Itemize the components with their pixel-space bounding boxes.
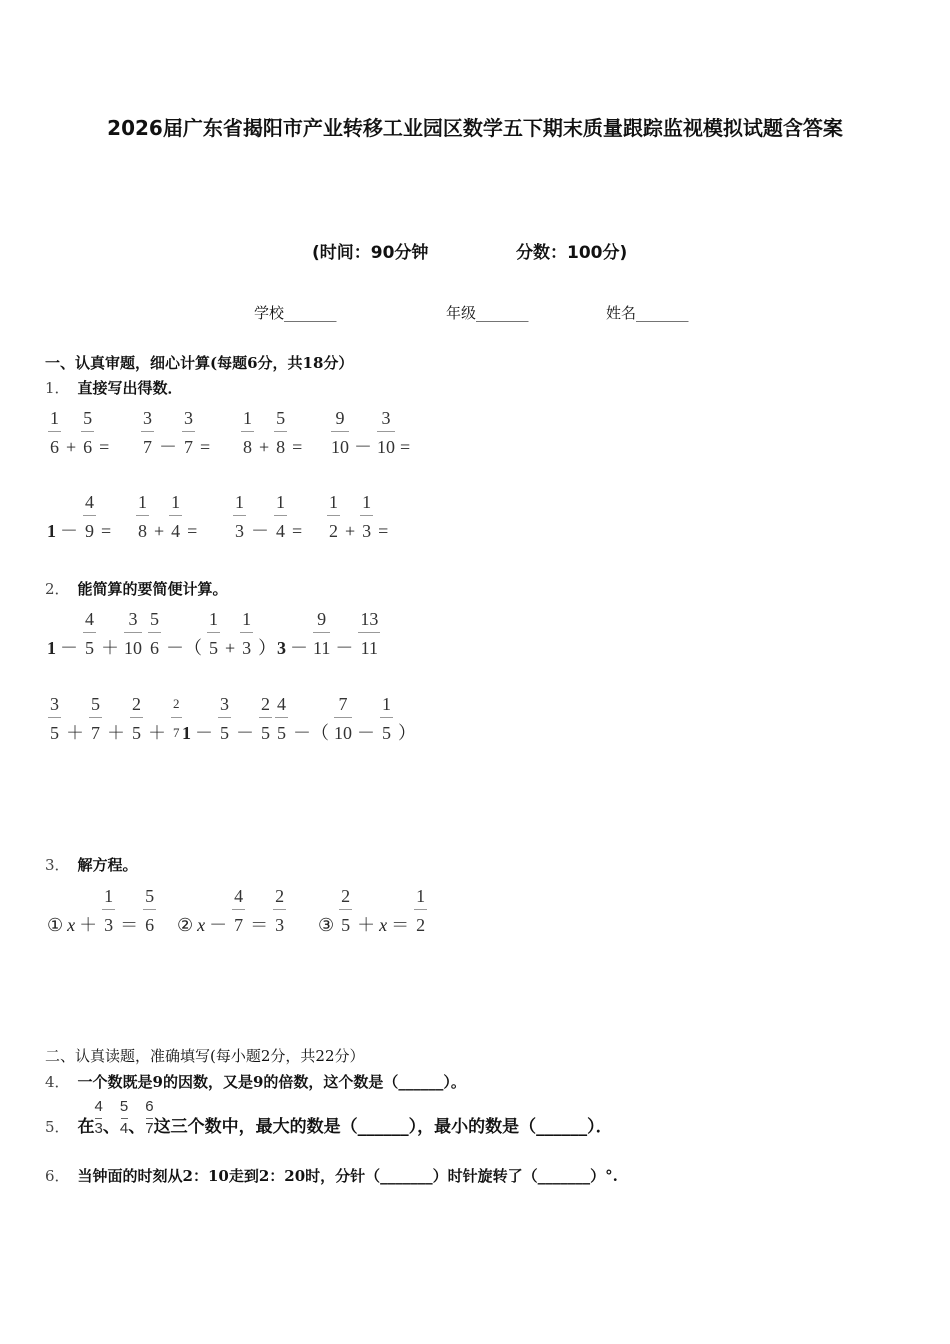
denominator: 4	[171, 521, 181, 541]
denominator: 11	[313, 638, 331, 658]
fraction	[83, 609, 96, 658]
time-label: (时间：90分钟	[312, 243, 429, 263]
variable: x	[379, 915, 388, 935]
operator: ＋	[66, 723, 84, 743]
denominator: 5	[341, 915, 351, 935]
separator: 、	[102, 1117, 120, 1137]
denominator: 5	[382, 723, 391, 743]
operator: ＋	[357, 915, 376, 935]
question-number: 2．	[45, 580, 70, 598]
section-1-heading: 一、认真审题，细心计算(每题6分，共18分）	[45, 354, 354, 372]
numerator: 1	[362, 492, 372, 512]
denominator: 10	[377, 437, 395, 457]
denominator: 5	[209, 638, 218, 658]
fraction-bar	[334, 717, 352, 718]
numerator: 1	[329, 492, 338, 512]
denominator: 6	[150, 638, 159, 658]
fraction-bar	[240, 632, 253, 633]
operator: －	[60, 638, 78, 658]
fraction-bar	[89, 717, 102, 718]
numerator: 3	[220, 694, 229, 714]
fraction-bar	[313, 632, 330, 633]
math-expression	[145, 609, 278, 658]
denominator: 10	[331, 437, 349, 457]
denominator: 8	[243, 437, 252, 457]
fraction-bar	[233, 515, 246, 516]
question-4	[45, 1071, 466, 1092]
question-3	[45, 854, 138, 875]
numerator: 2	[173, 696, 180, 711]
grade-field: 年级_______	[446, 304, 529, 322]
operator: =	[101, 521, 112, 541]
math-expression	[272, 694, 418, 743]
fraction-bar	[218, 717, 231, 718]
fraction	[414, 886, 427, 935]
operator: +	[345, 521, 356, 541]
fraction-bar	[83, 515, 96, 516]
numerator: 2	[261, 694, 270, 714]
math-expression	[45, 408, 111, 457]
fraction-bar	[169, 515, 182, 516]
operator: ＝	[250, 915, 269, 935]
fraction-bar	[232, 909, 245, 910]
numerator: 9	[335, 408, 345, 428]
numerator: 4	[85, 492, 94, 512]
fraction-bar	[130, 717, 143, 718]
fraction	[358, 609, 380, 658]
fraction-bar	[81, 431, 94, 432]
fraction	[327, 492, 340, 541]
denominator: 7	[91, 723, 100, 743]
question-text: 这三个数中，最大的数是（______），最小的数是（______）．	[153, 1117, 613, 1137]
fraction	[130, 694, 143, 743]
denominator: 5	[220, 723, 229, 743]
numerator: 1	[382, 694, 391, 714]
fraction-bar	[339, 909, 352, 910]
operator: +	[154, 521, 165, 541]
name-field: 姓名_______	[606, 304, 689, 322]
operator: －	[60, 521, 78, 541]
denominator: 6	[50, 437, 59, 457]
variable: x	[67, 915, 76, 935]
fraction-bar	[102, 909, 115, 910]
fraction-bar	[136, 515, 149, 516]
denominator: 8	[276, 437, 286, 457]
numerator: 4	[85, 609, 94, 629]
math-expression	[180, 694, 275, 743]
numerator: 3	[50, 694, 59, 714]
denominator: 3	[275, 915, 285, 935]
denominator: 5	[85, 638, 94, 658]
operator: ③	[318, 915, 335, 935]
fraction	[380, 694, 393, 743]
integer: 1	[47, 521, 56, 541]
denominator: 7	[173, 725, 180, 740]
fraction	[81, 408, 94, 457]
operator: －	[290, 638, 308, 658]
numerator: 2	[275, 886, 285, 906]
fraction-bar	[259, 717, 272, 718]
operator: =	[292, 437, 303, 457]
equation	[316, 886, 430, 935]
operator: ＋	[101, 638, 119, 658]
math-expression	[230, 492, 304, 541]
fraction	[233, 492, 246, 541]
fraction-bar	[182, 431, 195, 432]
numerator: 2	[341, 886, 351, 906]
numerator: 5	[83, 408, 93, 428]
question-1	[45, 377, 183, 398]
fraction-bar	[124, 632, 142, 633]
fraction	[143, 886, 156, 935]
math-expression	[45, 492, 113, 541]
fraction-bar	[83, 632, 96, 633]
fraction-bar	[141, 431, 154, 432]
fraction: 6 7	[145, 1098, 154, 1137]
operator: －	[354, 437, 372, 457]
numerator: 3	[128, 609, 138, 629]
math-expression	[275, 609, 383, 658]
fraction	[241, 408, 254, 457]
math-expression	[138, 408, 212, 457]
numerator: 2	[132, 694, 141, 714]
denominator: 3	[235, 521, 244, 541]
denominator: 5	[277, 723, 286, 743]
denominator: 10	[334, 723, 352, 743]
question-2	[45, 578, 228, 599]
fraction: 4 3	[94, 1098, 103, 1137]
equation	[45, 886, 159, 935]
operator: ）	[398, 723, 416, 743]
numerator: 1	[209, 609, 218, 629]
integer: 1	[47, 638, 56, 658]
numerator: 4	[234, 886, 244, 906]
numerator: 3	[381, 408, 391, 428]
school-field: 学校_______	[254, 304, 337, 322]
fraction-bar	[148, 632, 161, 633]
score-label: 分数：100分)	[516, 243, 628, 263]
fraction-bar	[358, 632, 380, 633]
denominator: 7	[184, 437, 193, 457]
numerator: 5	[150, 609, 159, 629]
document-title: 2026届广东省揭阳市产业转移工业园区数学五下期末质量跟踪监视模拟试题含答案	[107, 116, 843, 140]
denominator: 6	[83, 437, 93, 457]
operator: =	[378, 521, 389, 541]
operator: －（	[293, 723, 329, 743]
fraction	[273, 886, 286, 935]
operator: ＝	[391, 915, 410, 935]
fraction	[232, 886, 245, 935]
question-text: 直接写出得数．	[77, 379, 183, 397]
denominator: 5	[50, 723, 59, 743]
fraction: 5 4	[119, 1098, 129, 1137]
fraction	[169, 492, 182, 541]
fraction	[275, 694, 288, 743]
question-number: 6．	[45, 1167, 70, 1185]
denominator: 2	[329, 521, 338, 541]
numerator: 9	[317, 609, 327, 629]
operator: ）	[258, 638, 277, 658]
operator: =	[400, 437, 411, 457]
fraction	[360, 492, 373, 541]
numerator: 13	[360, 609, 379, 629]
fraction	[141, 408, 154, 457]
operator: =	[187, 521, 198, 541]
fraction	[148, 609, 161, 658]
fraction	[89, 694, 102, 743]
variable: x	[197, 915, 206, 935]
numerator: 4	[277, 694, 286, 714]
question-number: 4．	[45, 1073, 70, 1091]
fraction	[136, 492, 149, 541]
fraction-bar	[48, 431, 61, 432]
fraction	[339, 886, 352, 935]
math-expression	[328, 408, 412, 457]
question-number: 3．	[45, 856, 70, 874]
numerator: 5	[91, 694, 100, 714]
denominator: 7	[143, 437, 152, 457]
fraction	[334, 694, 352, 743]
numerator: 1	[235, 492, 244, 512]
math-expression	[324, 492, 390, 541]
question-6	[45, 1165, 618, 1186]
operator: －（	[166, 638, 202, 658]
fraction	[182, 408, 195, 457]
denominator: 8	[138, 521, 147, 541]
numerator: 7	[338, 694, 348, 714]
fraction	[377, 408, 395, 457]
fraction-bar	[274, 515, 287, 516]
fraction	[48, 408, 61, 457]
equation	[175, 886, 289, 935]
question-number: 1．	[45, 379, 70, 397]
operator: ①	[47, 915, 64, 935]
operator: ＋	[107, 723, 125, 743]
fraction-bar	[274, 431, 287, 432]
math-expression	[238, 408, 304, 457]
denominator: 3	[362, 521, 372, 541]
numerator: 1	[243, 408, 252, 428]
operator: －	[209, 915, 228, 935]
operator: +	[259, 437, 270, 457]
section-2-heading: 二、认真读题，准确填写(每小题2分，共22分）	[45, 1047, 365, 1065]
denominator: 9	[85, 521, 94, 541]
numerator: 1	[171, 492, 181, 512]
fraction	[102, 886, 115, 935]
operator: =	[292, 521, 303, 541]
operator: －	[357, 723, 375, 743]
operator: =	[99, 437, 110, 457]
fraction	[124, 609, 142, 658]
fraction-bar	[273, 909, 286, 910]
operator: ＋	[148, 723, 166, 743]
denominator: 10	[124, 638, 142, 658]
integer: 3	[277, 638, 286, 658]
denominator: 3	[104, 915, 114, 935]
operator: －	[251, 521, 269, 541]
question-prefix: 在	[77, 1117, 95, 1137]
operator: +	[225, 638, 236, 658]
numerator: 1	[242, 609, 252, 629]
math-expression	[45, 694, 185, 743]
operator: －	[159, 437, 177, 457]
denominator: 5	[261, 723, 270, 743]
fraction-bar	[275, 717, 288, 718]
operator: －	[335, 638, 354, 658]
fraction-bar	[414, 909, 427, 910]
denominator: 11	[360, 638, 379, 658]
question-text: 能简算的要简便计算。	[77, 580, 228, 598]
math-expression	[133, 492, 199, 541]
numerator: 1	[138, 492, 147, 512]
question-5	[45, 1098, 613, 1137]
numerator: 1	[416, 886, 426, 906]
operator: －	[195, 723, 213, 743]
operator: ＝	[120, 915, 139, 935]
fraction-bar	[207, 632, 220, 633]
numerator: 5	[276, 408, 286, 428]
denominator: 4	[276, 521, 285, 541]
fraction	[83, 492, 96, 541]
numerator: 3	[184, 408, 193, 428]
numerator: 1	[104, 886, 114, 906]
fraction	[313, 609, 330, 658]
fraction	[259, 694, 272, 743]
denominator: 3	[242, 638, 252, 658]
fraction-bar	[327, 515, 340, 516]
operator: =	[200, 437, 211, 457]
numerator: 1	[276, 492, 285, 512]
fraction-bar	[331, 431, 349, 432]
denominator: 2	[416, 915, 426, 935]
fraction-bar	[377, 431, 395, 432]
fraction	[48, 694, 61, 743]
question-number: 5．	[45, 1118, 70, 1136]
fraction-bar	[380, 717, 393, 718]
fraction	[218, 694, 231, 743]
fraction	[274, 408, 287, 457]
question-text: 当钟面的时刻从2：10走到2：20时，分针（_______）时针旋转了（_______）°.	[77, 1167, 618, 1185]
fraction-bar	[48, 717, 61, 718]
numerator: 1	[50, 408, 59, 428]
denominator: 7	[234, 915, 244, 935]
integer: 1	[182, 723, 191, 743]
fraction	[274, 492, 287, 541]
numerator: 3	[143, 408, 152, 428]
fraction-bar	[143, 909, 156, 910]
separator: 、	[128, 1117, 146, 1137]
denominator: 6	[145, 915, 155, 935]
fraction	[331, 408, 349, 457]
operator: －	[236, 723, 254, 743]
question-text: 解方程。	[77, 856, 138, 874]
fraction	[207, 609, 220, 658]
question-text: 一个数既是9的因数，又是9的倍数，这个数是（______）。	[77, 1073, 466, 1091]
operator: ＋	[79, 915, 98, 935]
math-expression	[45, 609, 145, 658]
fraction-bar	[360, 515, 373, 516]
numerator: 5	[145, 886, 155, 906]
operator: +	[66, 437, 77, 457]
operator: ②	[177, 915, 194, 935]
fraction	[240, 609, 253, 658]
denominator: 5	[132, 723, 141, 743]
fraction-bar	[241, 431, 254, 432]
